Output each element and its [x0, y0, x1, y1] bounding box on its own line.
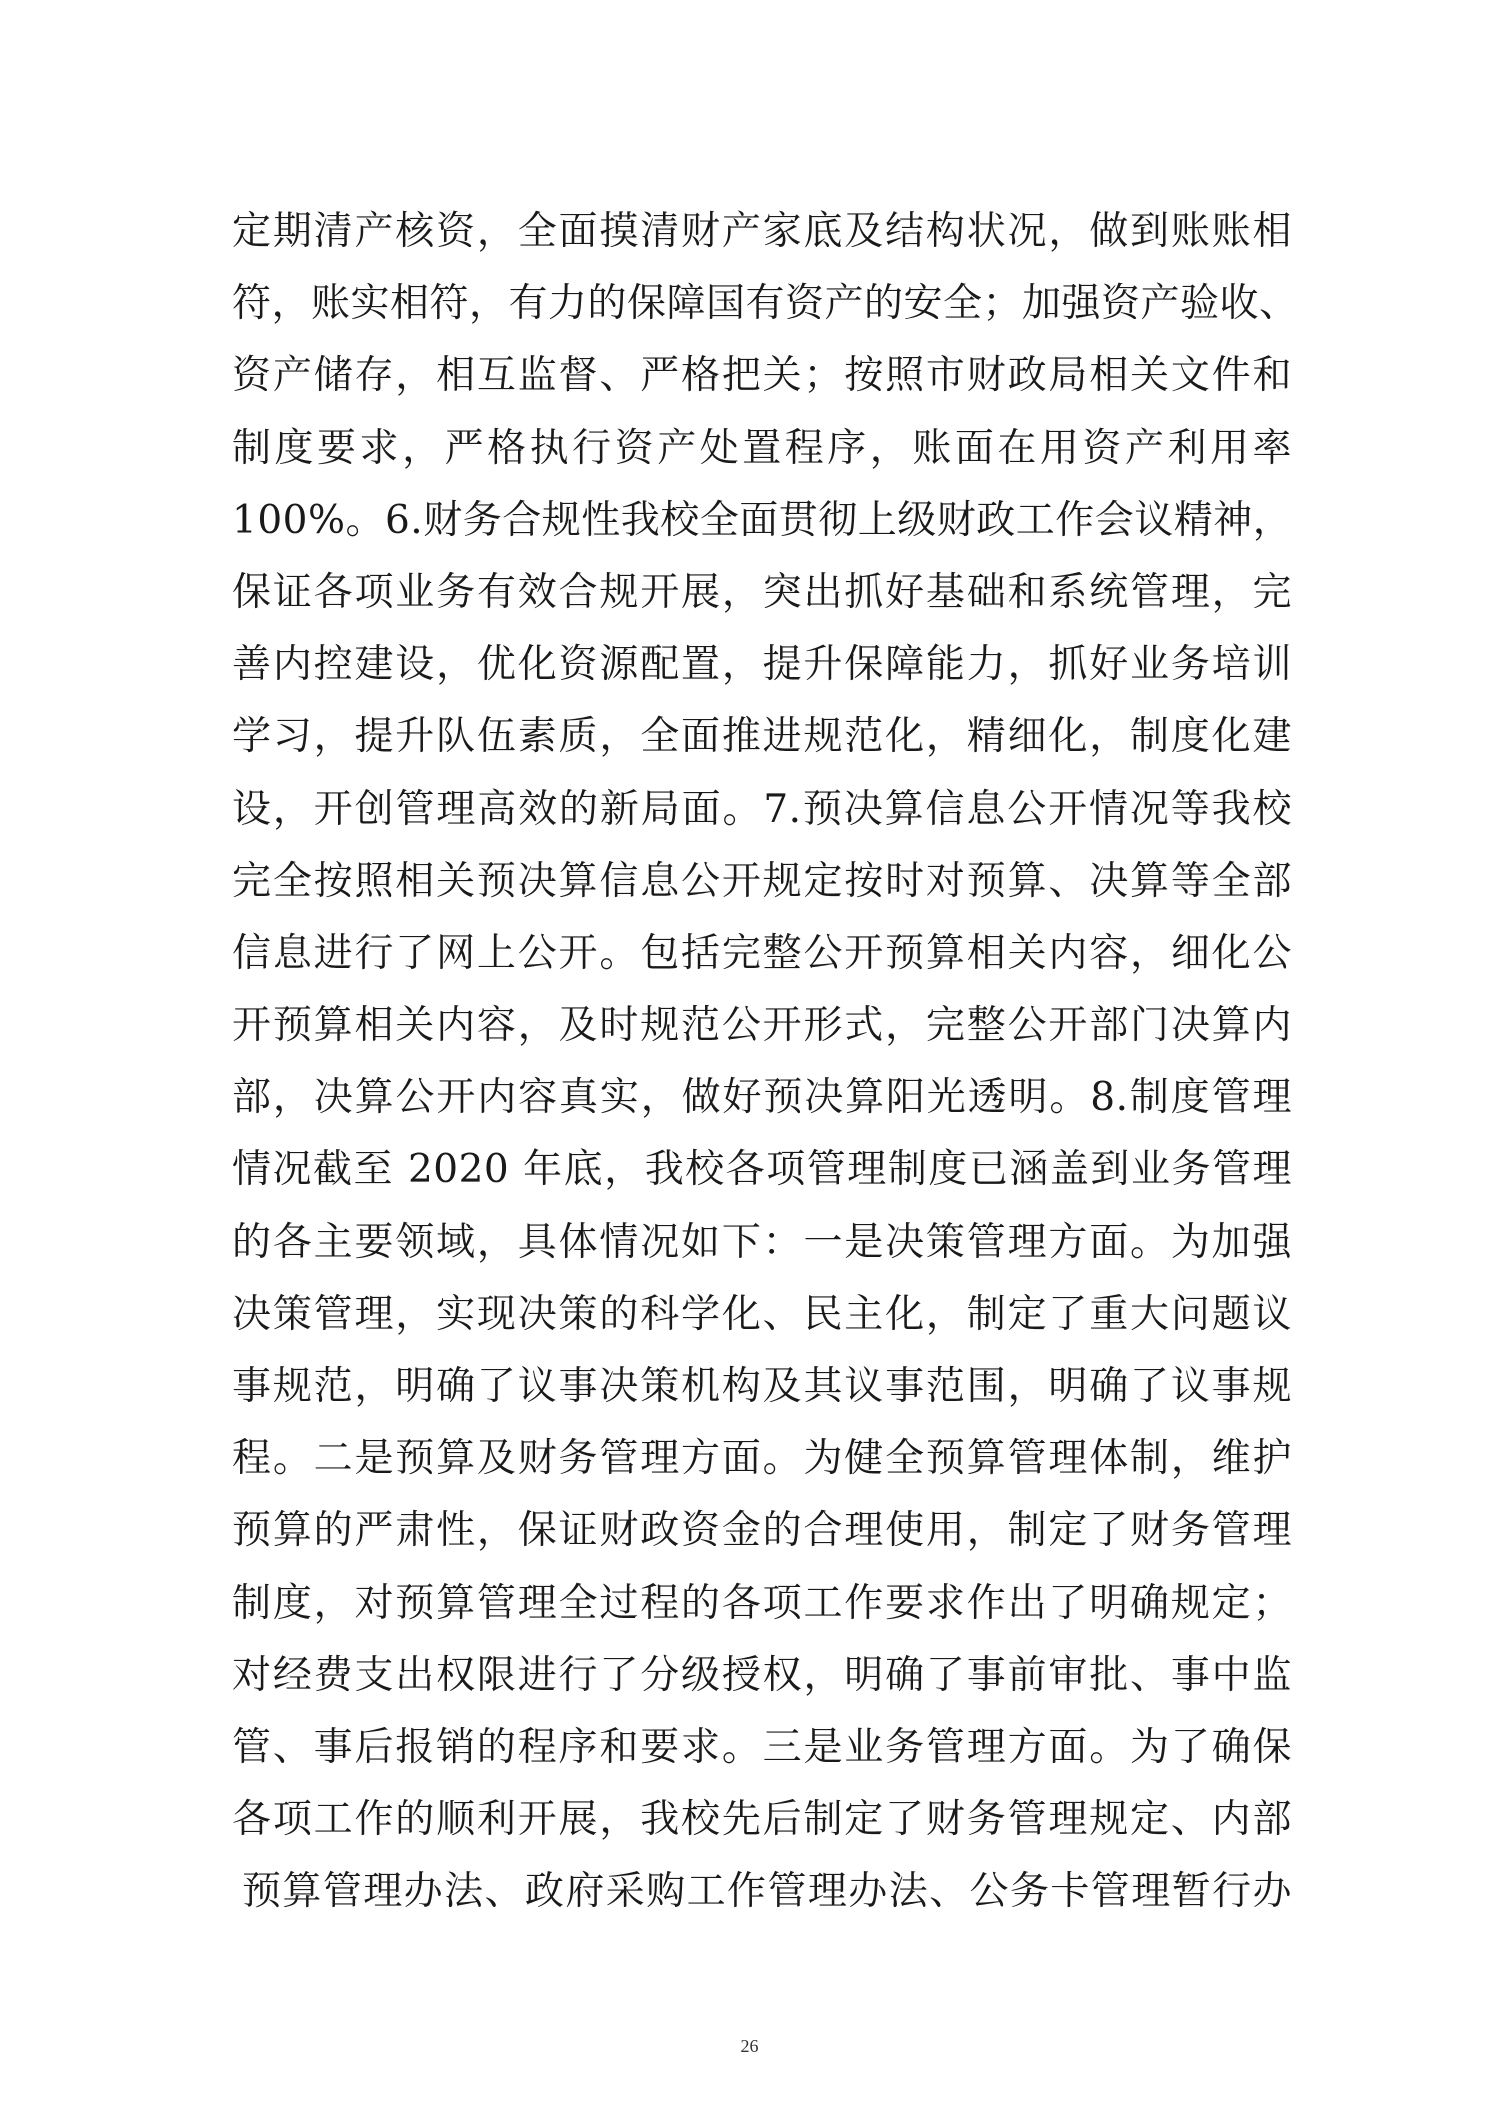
text-line: 管、事后报销的程序和要求。三是业务管理方面。为了确保: [232, 1724, 1292, 1770]
text-line: 定期清产核资，全面摸清财产家底及结构状况，做到账账相: [232, 209, 1292, 254]
text-line: 事规范，明确了议事决策机构及其议事范围，明确了议事规: [232, 1364, 1292, 1409]
text-line: 符，账实相符，有力的保障国有资产的安全；加强资产验收、: [232, 281, 1299, 327]
text-line: 部，决算公开内容真实，做好预决算阳光透明。8.制度管理: [232, 1075, 1292, 1121]
text-line: 开预算相关内容，及时规范公开形式，完整公开部门决算内: [232, 1003, 1292, 1049]
text-line: 程。二是预算及财务管理方面。为健全预算管理体制，维护: [232, 1436, 1292, 1482]
text-line: 制度，对预算管理全过程的各项工作要求作出了明确规定；: [232, 1580, 1292, 1626]
page-number: 26: [740, 2036, 759, 2056]
text-line: 设，开创管理高效的新局面。7.预决算信息公开情况等我校: [232, 786, 1292, 832]
text-line: 情况截至 2020 年底，我校各项管理制度已涵盖到业务管理: [232, 1147, 1292, 1193]
text-line: 资产储存，相互监督、严格把关；按照市财政局相关文件和: [232, 353, 1292, 399]
text-line: 完全按照相关预决算信息公开规定按时对预算、决算等全部: [232, 858, 1292, 904]
text-line: 信息进行了网上公开。包括完整公开预算相关内容，细化公: [232, 930, 1292, 976]
text-line: 学习，提升队伍素质，全面推进规范化，精细化，制度化建: [232, 714, 1292, 760]
text-line: 各项工作的顺利开展，我校先后制定了财务管理规定、内部: [232, 1797, 1292, 1843]
text-line: 的各主要领域，具体情况如下：一是决策管理方面。为加强: [232, 1219, 1292, 1265]
text-line: 制度要求，严格执行资产处置程序，账面在用资产利用率: [232, 425, 1292, 471]
text-line: 善内控建设，优化资源配置，提升保障能力，抓好业务培训: [232, 642, 1292, 688]
text-line: 决策管理，实现决策的科学化、民主化，制定了重大问题议: [232, 1291, 1292, 1337]
text-line: 预算管理办法、政府采购工作管理办法、公务卡管理暂行办: [242, 1869, 1292, 1915]
text-line: 保证各项业务有效合规开展，突出抓好基础和系统管理，完: [232, 569, 1292, 615]
body-text: [232, 196, 1299, 1929]
text-line: 预算的严肃性，保证财政资金的合理使用，制定了财务管理: [232, 1508, 1292, 1554]
text-line: 100%。6.财务合规性我校全面贯彻上级财政工作会议精神，: [232, 497, 1293, 543]
text-line: 对经费支出权限进行了分级授权，明确了事前审批、事中监: [232, 1652, 1292, 1698]
